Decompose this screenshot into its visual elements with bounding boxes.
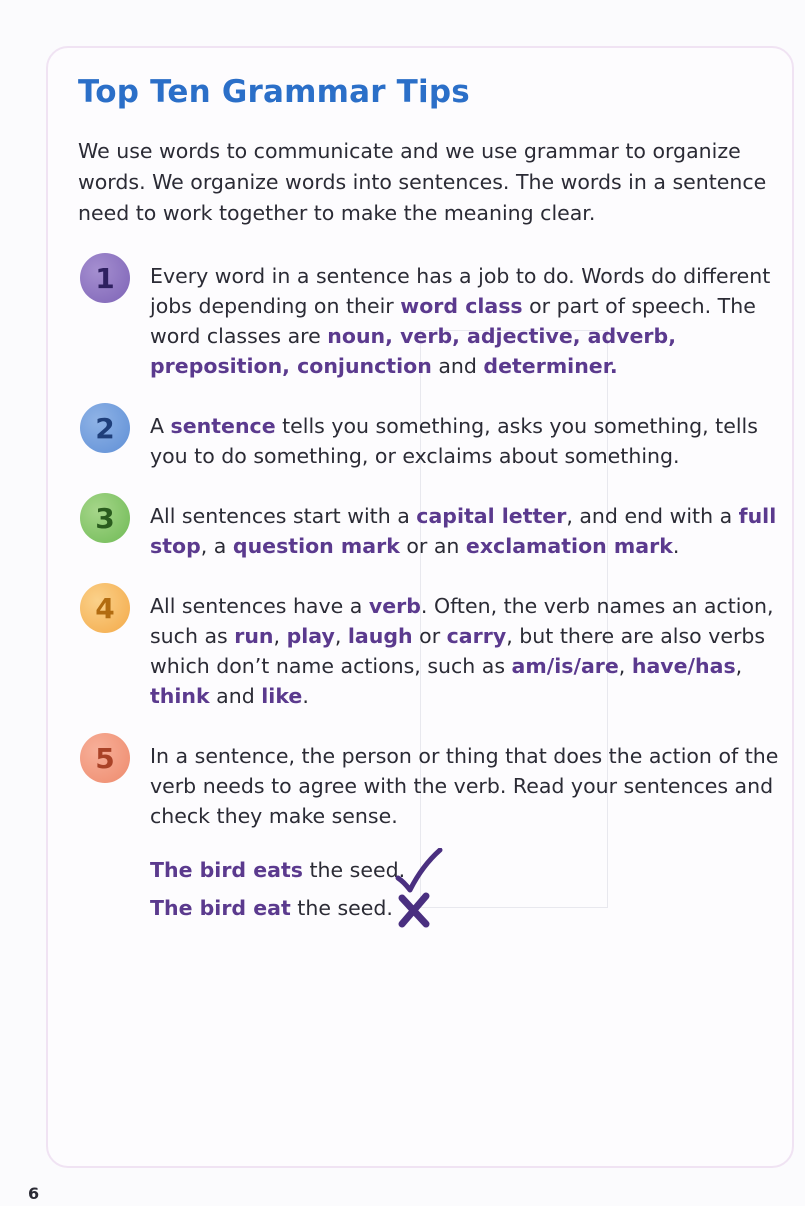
tip-text-run: Every word in a sentence has a job to do. Words do different jobs depending on their bbox=[150, 264, 771, 318]
example-subject: The bird eats bbox=[150, 858, 303, 882]
keyword: think bbox=[150, 684, 210, 708]
keyword: carry bbox=[446, 624, 507, 648]
tip-text-run: . bbox=[302, 684, 309, 708]
example-incorrect bbox=[150, 893, 393, 923]
tip-2-text bbox=[150, 411, 780, 471]
tip-text-run: , bbox=[618, 654, 632, 678]
tip-text-run: In a sentence, the person or thing that does the action of the verb needs to agree with the verb. Read your sentences and check they make sense. bbox=[150, 744, 779, 828]
tip-number-badge: 2 bbox=[80, 403, 130, 453]
tip-number-badge: 4 bbox=[80, 583, 130, 633]
tip-text-run: All sentences have a bbox=[150, 594, 369, 618]
tip-4-text bbox=[150, 591, 780, 711]
tip-text-run: , bbox=[735, 654, 743, 678]
tip-text-run: tells you something, asks you something, tells you to do something, or exclaims about something. bbox=[150, 414, 758, 468]
keyword: question mark bbox=[232, 534, 400, 558]
tip-1-text bbox=[150, 261, 780, 381]
check-icon bbox=[394, 848, 444, 894]
example-rest: the seed. bbox=[290, 896, 393, 920]
keyword: have/has bbox=[631, 654, 736, 678]
keyword: word class bbox=[400, 294, 523, 318]
tip-3-text bbox=[150, 501, 780, 561]
keyword: play bbox=[286, 624, 335, 648]
example-rest: the seed. bbox=[302, 858, 406, 882]
keyword: exclamation mark bbox=[465, 534, 673, 558]
tip-text-run: , but there are also verbs which don’t name actions, such as bbox=[150, 624, 766, 678]
keyword: run bbox=[234, 624, 274, 648]
page-title: Top Ten Grammar Tips bbox=[78, 74, 470, 110]
keyword: like bbox=[261, 684, 303, 708]
tip-text-run: , bbox=[273, 624, 287, 648]
tip-text-run: or part of speech. The word classes are bbox=[150, 294, 756, 348]
tip-text-run: and bbox=[209, 684, 262, 708]
tip-text-run: A bbox=[150, 414, 171, 438]
keyword: sentence bbox=[170, 414, 276, 438]
tip-number-badge: 1 bbox=[80, 253, 130, 303]
keyword: full stop bbox=[150, 504, 777, 558]
tip-text-run: , bbox=[334, 624, 348, 648]
keyword: determiner. bbox=[483, 354, 618, 378]
example-subject: The bird eat bbox=[150, 896, 291, 920]
keyword: noun, verb, adjective, adverb, preposition, conjunction bbox=[150, 324, 677, 378]
tip-number-badge: 5 bbox=[80, 733, 130, 783]
tip-text-run: or an bbox=[399, 534, 466, 558]
tip-5-text bbox=[150, 741, 780, 831]
keyword: capital letter bbox=[416, 504, 567, 528]
example-correct bbox=[150, 855, 405, 885]
cross-icon bbox=[394, 890, 434, 930]
intro-paragraph: We use words to communicate and we use grammar to organize words. We organize words into sentences. The words in a sentence need to work together to make the meaning clear. bbox=[78, 139, 767, 225]
tip-text-run: or bbox=[412, 624, 447, 648]
tip-text-run: . bbox=[672, 534, 680, 558]
tip-text-run: and bbox=[431, 354, 484, 378]
keyword: am/is/are bbox=[511, 654, 619, 678]
tip-text-run: , a bbox=[200, 534, 233, 558]
page-number: 6 bbox=[28, 1184, 40, 1203]
tip-text-run: . Often, the verb names an action, such as bbox=[150, 594, 774, 648]
tip-text-run: All sentences start with a bbox=[150, 504, 417, 528]
keyword: laugh bbox=[347, 624, 413, 648]
tip-text-run: , and end with a bbox=[566, 504, 739, 528]
keyword: verb bbox=[368, 594, 421, 618]
tip-number-badge: 3 bbox=[80, 493, 130, 543]
